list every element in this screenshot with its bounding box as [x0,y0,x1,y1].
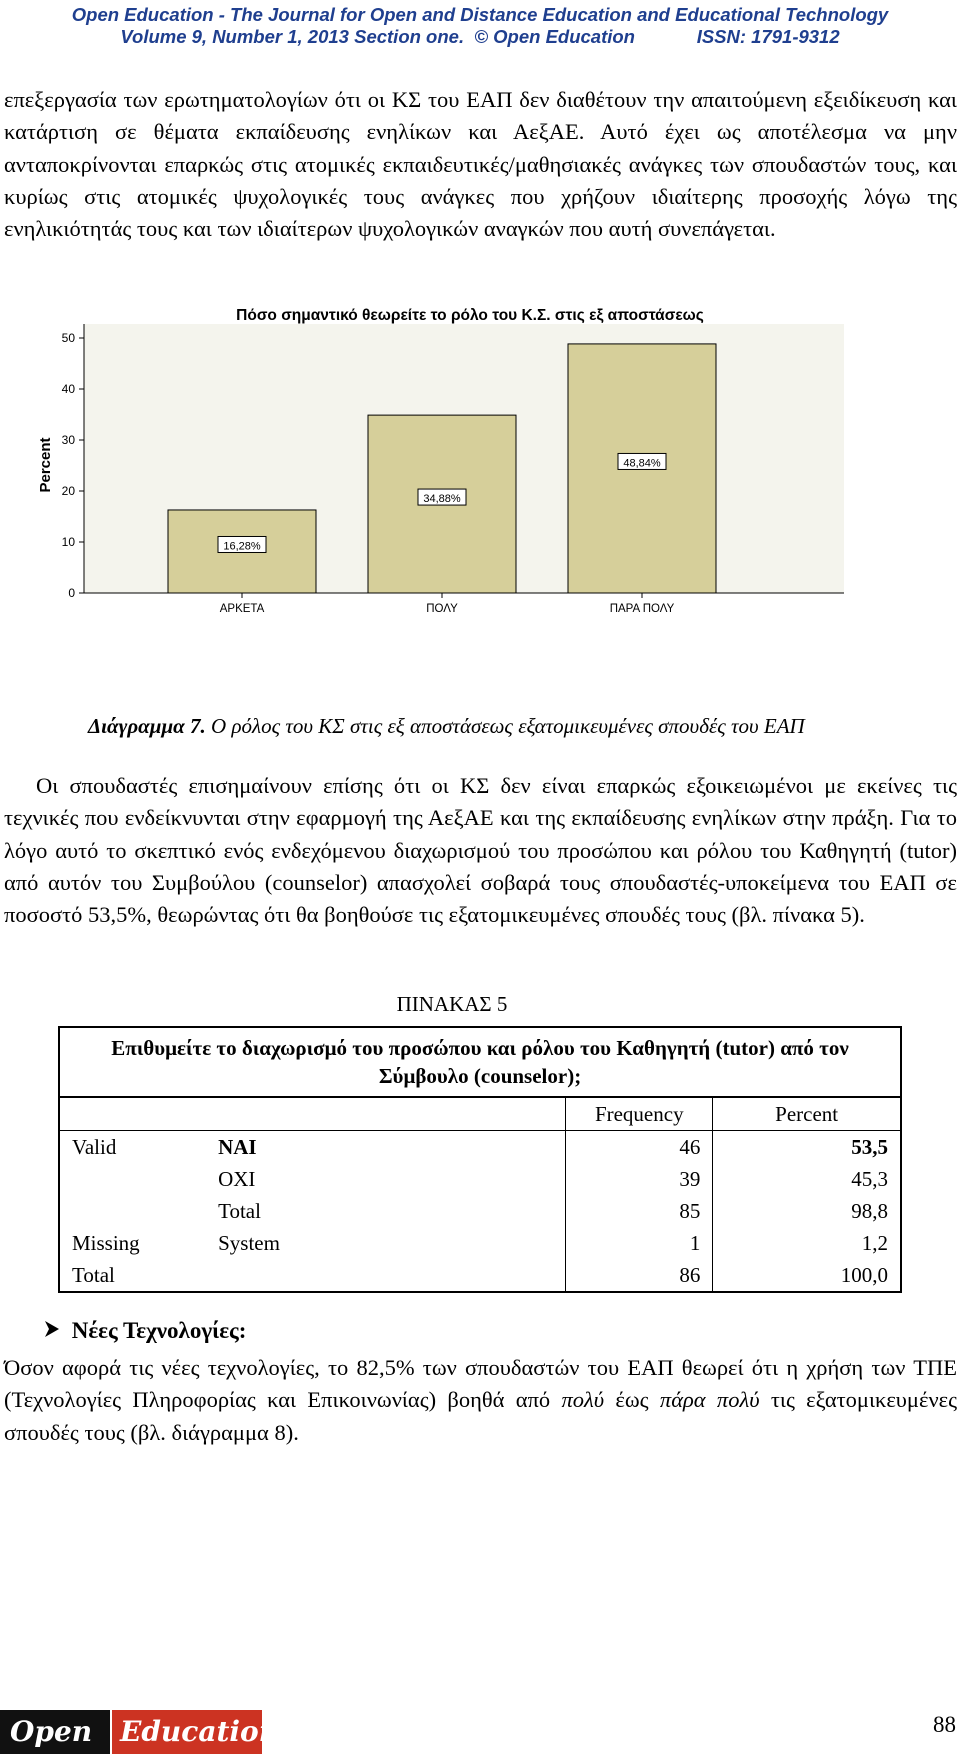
logo-open: Open [0,1710,110,1754]
section-heading-text: Νέες Τεχνολογίες: [71,1318,247,1343]
arrow-bullet-icon [44,1318,66,1344]
column-header-frequency: Frequency [566,1097,713,1131]
issn: ISSN: 1791-9312 [696,26,840,47]
bar-chart-svg [30,300,845,685]
section-heading [44,1318,246,1344]
table-row [59,1227,901,1259]
row-frequency: 46 [566,1131,713,1164]
page-number: 88 [933,1712,956,1737]
paragraph-1: επεξεργασία των ερωτηματολογίων ότι οι ΚΣ του ΕΑΠ δεν διαθέτουν την απαιτούμενη εξειδίκευση και κατάρτιση σε θέματα εκπαίδευσης ενηλίκων και ΑεξΑΕ. Αυτό έχει ως αποτέλεσμα να μην ανταποκρίνονται επαρκώς στις ατομικές εκπαιδευτικές/μαθησιακές ανάγκες των σπουδαστών τους, και κυρίως στις ατομικές ψυχολογικές τους ανάγκες που χρήζουν ιδιαίτερης προσοχής λόγω της ενηλικιότητάς τους και των ιδιαίτερων ψυχολογικών αναγκών που αυτή συνεπάγεται. [4,87,957,242]
y-tick-label: 10 [61,535,75,549]
paragraph-3-part: έως [604,1387,660,1413]
row-group: Missing [59,1227,206,1259]
caption-label: Διάγραμμα 7. [88,714,206,738]
y-tick-label: 50 [61,331,75,345]
row-percent: 45,3 [713,1163,901,1195]
table-row [59,1163,901,1195]
table-row [59,1195,901,1227]
table-5 [58,1026,902,1293]
caption-text: Ο ρόλος του ΚΣ στις εξ αποστάσεως εξατομικευμένες σπουδές του ΕΑΠ [205,714,805,738]
row-group: Valid [59,1131,206,1164]
data-label: 34,88% [423,493,461,506]
figure-caption [88,714,805,739]
table-header-empty [59,1097,206,1131]
row-percent: 53,5 [713,1131,901,1164]
journal-title: Open Education - The Journal for Open and Distance Education and Educational Technology [71,4,889,25]
row-group [59,1163,206,1195]
row-label [206,1259,566,1292]
bar-chart [30,300,845,685]
row-percent: 100,0 [713,1259,901,1292]
row-frequency: 85 [566,1195,713,1227]
row-label: ΝΑΙ [218,1134,257,1159]
copyright: © Open Education [474,26,635,47]
paragraph-2: Οι σπουδαστές επισημαίνουν επίσης ότι οι ΚΣ δεν είναι επαρκώς εξοικειωμένοι με εκείνες τις τεχνικές που ενδείκνυνται στην εφαρμογή της ΑεξΑΕ και της εκπαίδευσης ενηλίκων στην πράξη. Για το λόγο αυτό το σκεπτικό ενός ενδεχόμενου διαχωρισμού του προσώπου και ρόλου του Καθηγητή (tutor) από αυτόν του Συμβούλου (counselor) απασχολεί σοβαρά τους σπουδαστές-υποκείμενα του ΕΑΠ σε ποσοστό 53,5%, θεωρώντας ότι θα βοηθούσε τις εξατομικευμένες σπουδές τους (βλ. πίνακα 5). [4,773,957,928]
y-tick-label: 30 [61,433,75,447]
table-header-empty [206,1097,566,1131]
paragraph-3-emphasis: πάρα πολύ [659,1387,760,1413]
row-percent: 98,8 [713,1195,901,1227]
chart-title-line1: Πόσο σημαντικό θεωρείτε το ρόλο του Κ.Σ. στις εξ αποστάσεως [236,307,704,324]
x-tick-label: ΠΟΛΥ [426,603,458,615]
open-education-logo [0,1708,280,1754]
paragraph-3 [4,1352,957,1449]
row-frequency: 86 [566,1259,713,1292]
row-group: Total [59,1259,206,1292]
journal-volume-line [0,26,960,48]
volume-info: Volume 9, Number 1, 2013 Section one. [120,26,465,47]
x-tick-label: ΠΑΡΑ ΠΟΛΥ [609,603,675,615]
y-tick-label: 40 [61,382,75,396]
table-caption: Επιθυμείτε το διαχωρισμό του προσώπου και ρόλου του Καθηγητή (tutor) από τον Σύμβουλο (counselor); [59,1027,901,1097]
y-tick-label: 20 [61,484,75,498]
table-row [59,1131,901,1164]
column-header-percent: Percent [713,1097,901,1131]
data-label: 16,28% [223,540,261,553]
table-row [59,1259,901,1292]
row-frequency: 1 [566,1227,713,1259]
row-percent: 1,2 [713,1227,901,1259]
y-tick-label: 0 [68,586,75,600]
journal-header [0,0,960,54]
paragraph-3-part: τις εξατομικευμένες σπουδές τους (βλ. διάγραμμα 8). [4,1387,957,1445]
paragraph-3-emphasis: πολύ [561,1387,605,1413]
row-label: Total [218,1198,261,1223]
row-label: ΟΧΙ [218,1166,256,1191]
paragraph-3-part: Όσον αφορά τις νέες τεχνολογίες, το 82,5% των σπουδαστών του ΕΑΠ θεωρεί ότι η χρήση των ΤΠΕ (Τεχνολογίες Πληροφορίας και Επικοινωνίας) βοηθά από [4,1355,957,1413]
row-group [59,1195,206,1227]
data-label: 48,84% [623,457,661,470]
table-title: ΠΙΝΑΚΑΣ 5 [396,992,508,1016]
y-axis-label: Percent [37,437,54,493]
row-label: System [218,1230,280,1255]
row-frequency: 39 [566,1163,713,1195]
x-tick-label: ΑΡΚΕΤΑ [219,603,265,615]
logo-education: Education [112,1710,262,1754]
